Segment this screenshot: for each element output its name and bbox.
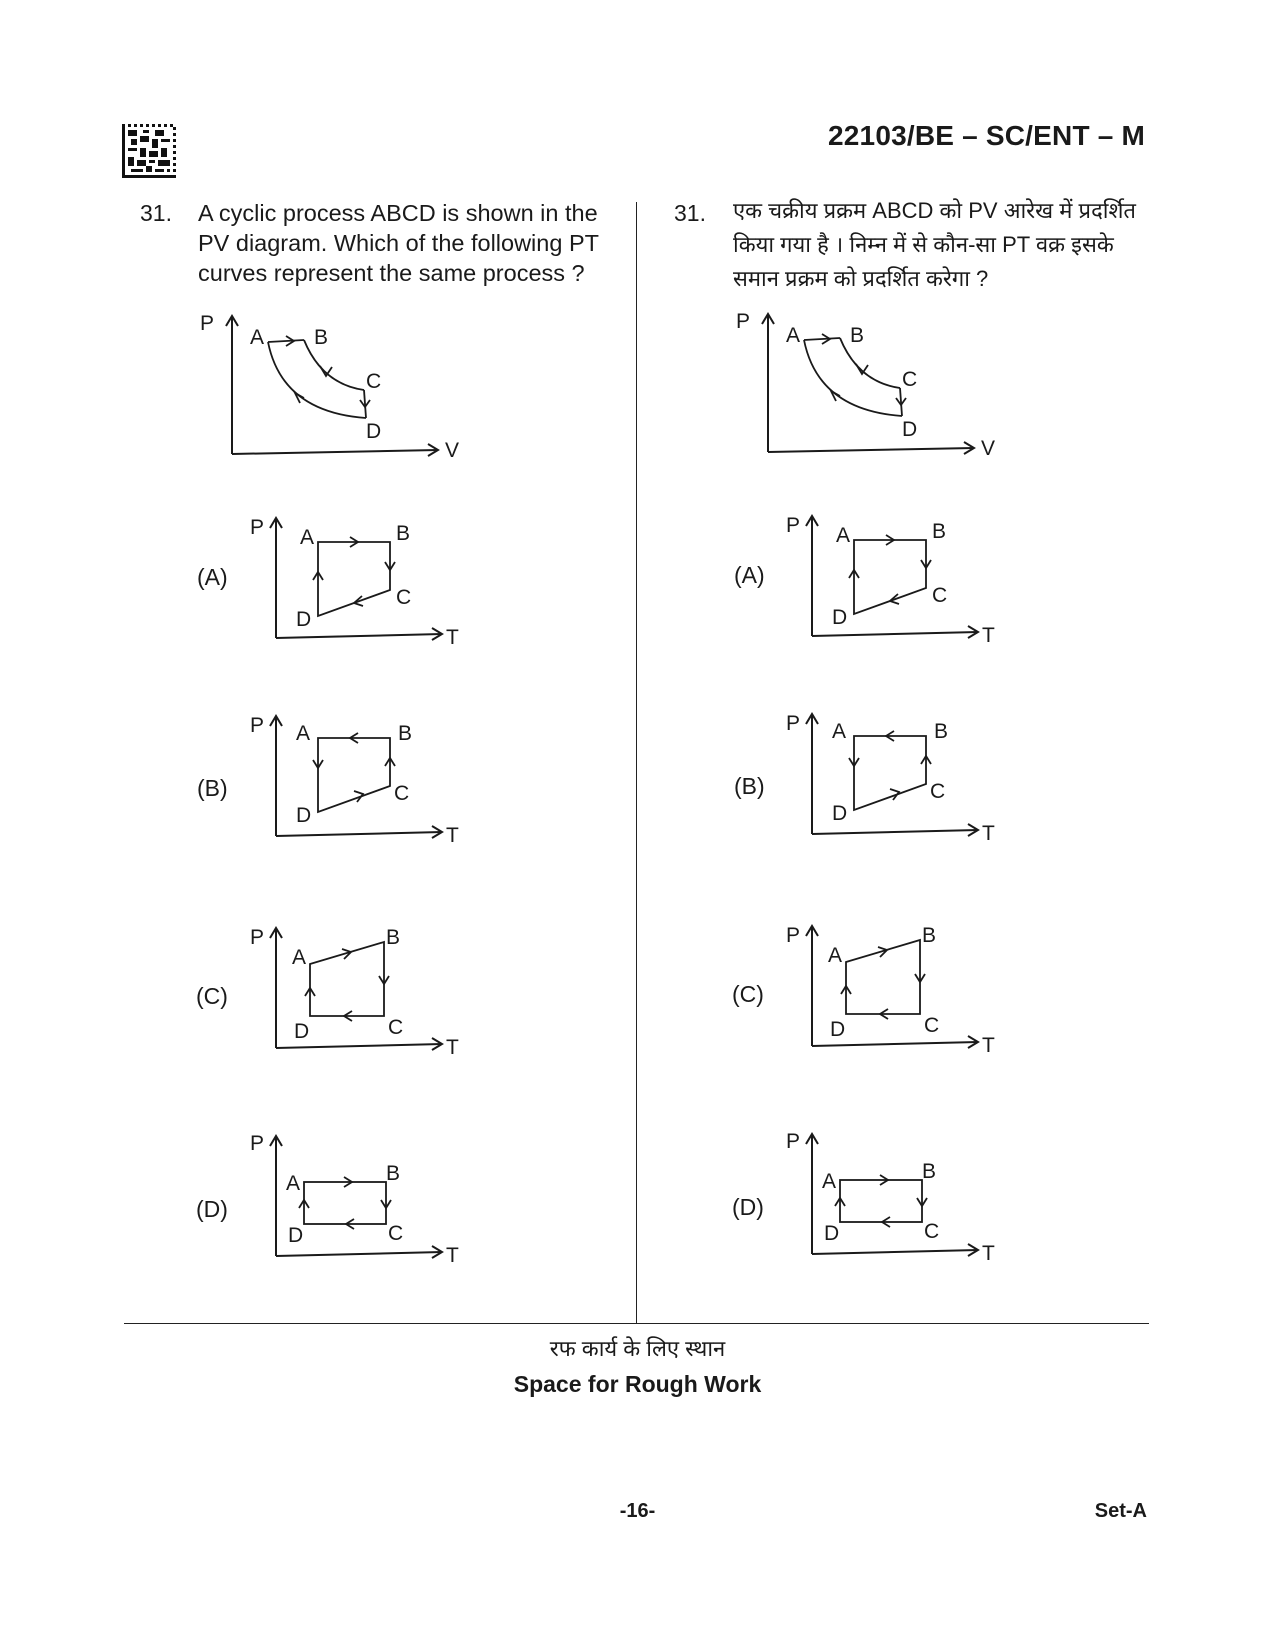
point-a-label: A	[836, 524, 851, 547]
option-b-label-hindi: (B)	[734, 773, 765, 799]
direction-arrow-icon	[313, 537, 395, 606]
pt-graph	[786, 508, 1026, 648]
point-d-label: D	[296, 608, 312, 631]
point-d-label: D	[824, 1222, 840, 1245]
option-a-graph-hindi	[786, 508, 1026, 648]
point-a-label: A	[828, 944, 843, 967]
set-label: Set-A	[1094, 1500, 1147, 1522]
point-c-label: C	[388, 1016, 404, 1039]
pt-graph	[250, 1128, 490, 1268]
p-axis-label: P	[786, 924, 801, 947]
option-c-graph	[250, 920, 490, 1060]
page-number: -16-	[619, 1500, 656, 1522]
t-axis-label: T	[982, 1242, 995, 1265]
p-axis-label: P	[250, 516, 265, 539]
rough-work-label: Space for Rough Work	[513, 1371, 762, 1397]
point-b-label: B	[396, 522, 411, 545]
v-axis-label: V	[981, 437, 996, 460]
cycle-path	[840, 1180, 922, 1222]
pt-graph	[250, 920, 490, 1060]
point-a-label: A	[822, 1170, 837, 1193]
pv-figure	[200, 306, 490, 466]
cycle-path	[318, 542, 390, 616]
point-c-label: C	[388, 1222, 404, 1245]
point-a-label: A	[250, 326, 265, 349]
pt-graph	[250, 510, 490, 650]
t-axis-label: T	[982, 822, 995, 845]
column-divider	[636, 202, 637, 1324]
point-b-label: B	[314, 326, 329, 349]
point-c-label: C	[902, 368, 918, 391]
point-b-label: B	[922, 924, 937, 947]
question-line-hindi: एक चक्रीय प्रक्रम ABCD को PV आरेख में प्रदर्शित	[733, 198, 1136, 223]
point-b-label: B	[934, 720, 949, 743]
point-c-label: C	[366, 370, 382, 393]
option-d-label: (D)	[196, 1196, 228, 1222]
point-a-label: A	[286, 1172, 301, 1195]
direction-arrow-icon	[841, 947, 925, 1019]
option-a-label: (A)	[197, 564, 228, 590]
point-a-label: A	[832, 720, 847, 743]
pv-diagram	[200, 306, 490, 466]
option-b-graph-hindi	[786, 706, 1026, 846]
direction-arrow-icon	[299, 1177, 391, 1229]
point-a-label: A	[292, 946, 307, 969]
t-axis-label: T	[446, 626, 459, 649]
cycle-path	[310, 942, 384, 1016]
footer-divider	[124, 1323, 1149, 1324]
point-b-label: B	[398, 722, 413, 745]
point-c-label: C	[924, 1014, 940, 1037]
p-axis-label: P	[250, 714, 265, 737]
direction-arrow-icon	[835, 1175, 927, 1227]
rough-work-hindi: रफ कार्य के लिए स्थान	[549, 1336, 726, 1361]
pt-graph	[786, 918, 1026, 1058]
question-number: 31.	[140, 200, 172, 226]
point-b-label: B	[850, 324, 865, 347]
question-line: curves represent the same process ?	[198, 260, 585, 286]
option-c-graph-hindi	[786, 918, 1026, 1058]
pv-figure-hindi	[736, 304, 1026, 464]
point-c-label: C	[924, 1220, 940, 1243]
cycle-path	[318, 738, 390, 812]
point-c-label: C	[396, 586, 412, 609]
t-axis-label: T	[446, 824, 459, 847]
point-b-label: B	[386, 1162, 401, 1185]
pt-graph	[786, 706, 1026, 846]
cycle-path	[854, 736, 926, 810]
direction-arrow-icon	[849, 731, 931, 800]
p-axis-label: P	[250, 1132, 265, 1155]
question-line: PV diagram. Which of the following PT	[198, 230, 599, 256]
exam-code: 22103/BE – SC/ENT – M	[828, 120, 1145, 151]
t-axis-label: T	[446, 1036, 459, 1059]
direction-arrow-icon	[313, 733, 395, 802]
p-axis-label: P	[736, 310, 751, 333]
point-b-label: B	[386, 926, 401, 949]
question-line-hindi: किया गया है । निम्न में से कौन-सा PT वक्र इसके	[733, 232, 1114, 257]
pt-graph	[786, 1126, 1026, 1266]
pv-cycle	[804, 338, 902, 416]
point-d-label: D	[296, 804, 312, 827]
question-text	[198, 198, 599, 288]
point-a-label: A	[296, 722, 311, 745]
point-b-label: B	[932, 520, 947, 543]
point-d-label: D	[830, 1018, 846, 1041]
option-c-label-hindi: (C)	[732, 981, 764, 1007]
p-axis-label: P	[250, 926, 265, 949]
direction-arrow-icon	[849, 535, 931, 604]
t-axis-label: T	[982, 624, 995, 647]
point-d-label: D	[902, 418, 918, 441]
question-number-hindi: 31.	[674, 200, 706, 226]
point-c-label: C	[394, 782, 410, 805]
cycle-path	[304, 1182, 386, 1224]
question-line: A cyclic process ABCD is shown in the	[198, 200, 598, 226]
option-a-graph	[250, 510, 490, 650]
question-line-hindi: समान प्रक्रम को प्रदर्शित करेगा ?	[733, 266, 989, 291]
p-axis-label: P	[786, 712, 801, 735]
t-axis-label: T	[982, 1034, 995, 1057]
point-d-label: D	[288, 1224, 304, 1247]
option-a-label-hindi: (A)	[734, 562, 765, 588]
pv-diagram	[736, 304, 1026, 464]
point-a-label: A	[300, 526, 315, 549]
point-d-label: D	[366, 420, 382, 443]
point-c-label: C	[932, 584, 948, 607]
point-a-label: A	[786, 324, 801, 347]
qr-code	[122, 124, 176, 178]
option-b-label: (B)	[197, 775, 228, 801]
option-d-graph	[250, 1128, 490, 1268]
point-d-label: D	[294, 1020, 310, 1043]
point-b-label: B	[922, 1160, 937, 1183]
pv-cycle	[268, 340, 366, 418]
cycle-path	[846, 940, 920, 1014]
option-d-graph-hindi	[786, 1126, 1026, 1266]
option-b-graph	[250, 708, 490, 848]
point-c-label: C	[930, 780, 946, 803]
question-text-hindi	[733, 194, 1136, 296]
p-axis-label: P	[786, 514, 801, 537]
pt-graph	[250, 708, 490, 848]
cycle-path	[854, 540, 926, 614]
t-axis-label: T	[446, 1244, 459, 1267]
p-axis-label: P	[786, 1130, 801, 1153]
direction-arrow-icon	[305, 949, 389, 1021]
option-d-label-hindi: (D)	[732, 1194, 764, 1220]
option-c-label: (C)	[196, 983, 228, 1009]
v-axis-label: V	[445, 439, 460, 462]
p-axis-label: P	[200, 312, 215, 335]
point-d-label: D	[832, 802, 848, 825]
point-d-label: D	[832, 606, 848, 629]
